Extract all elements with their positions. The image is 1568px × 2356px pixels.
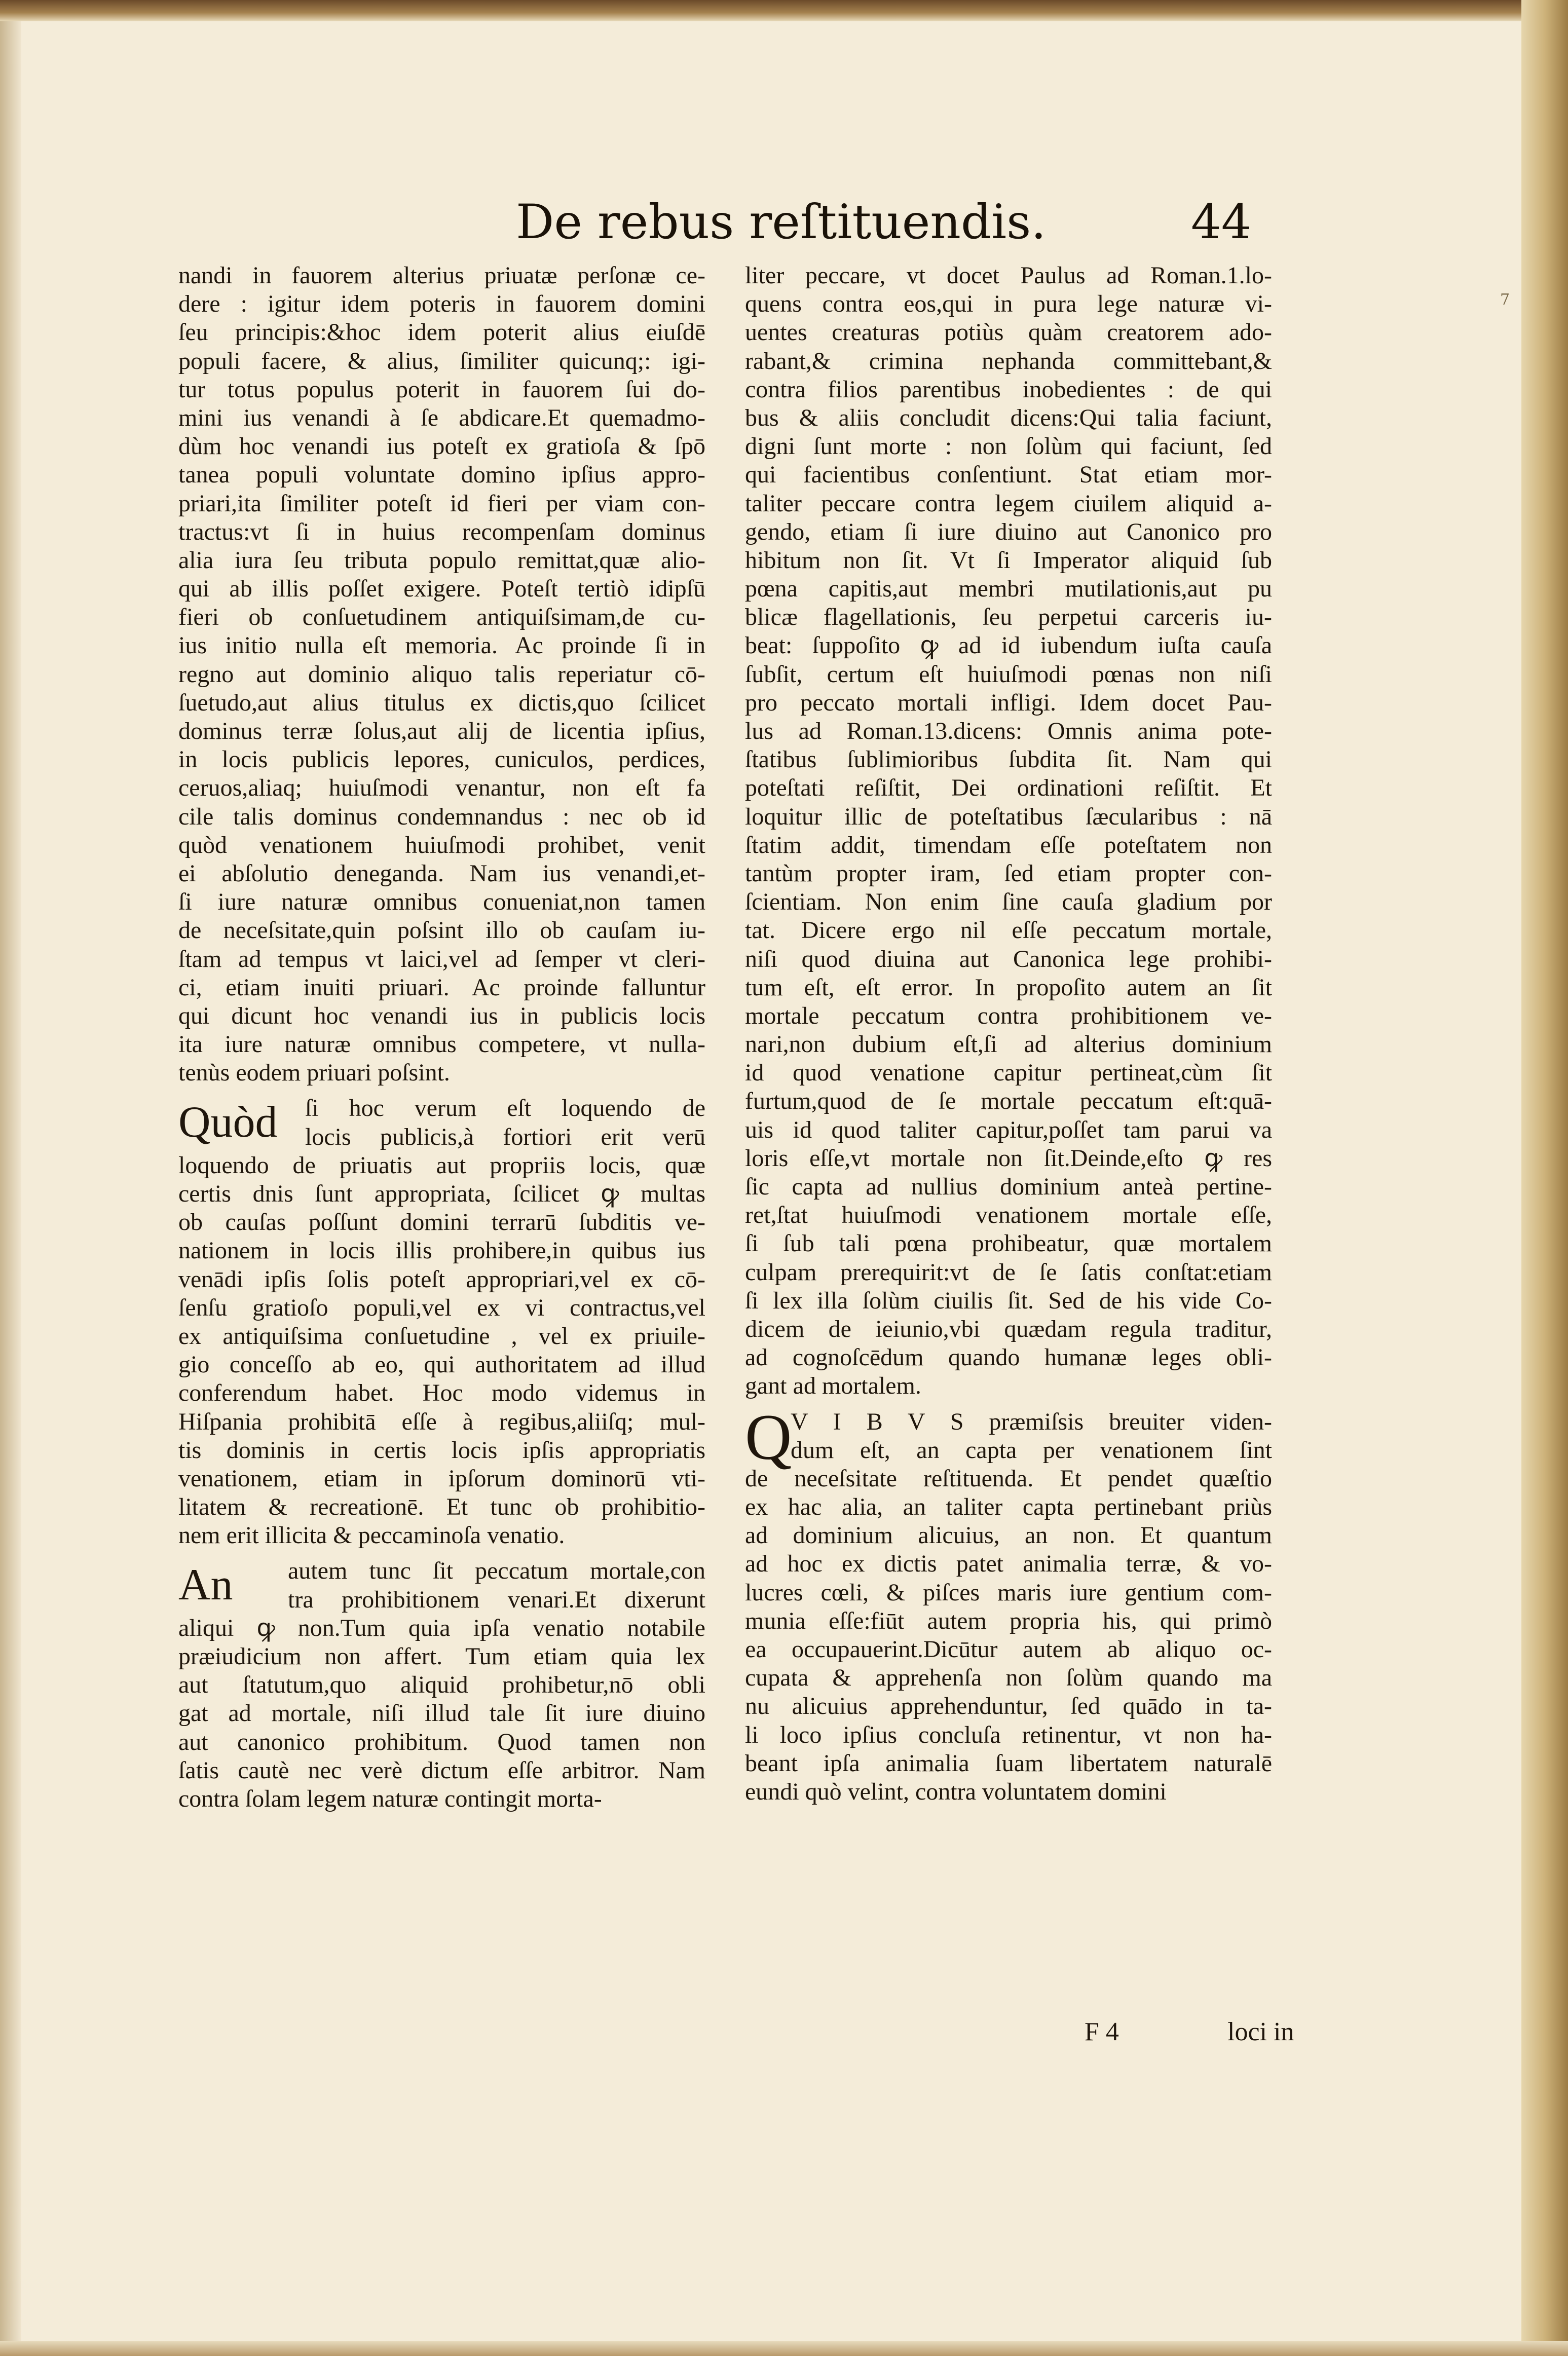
text-line: dum eſt, an capta per venationem ſint — [791, 1436, 1272, 1464]
text-line: pœna capitis,aut membri mutilationis,aut pu — [745, 575, 1272, 603]
text-line: tum eſt, eſt error. In propoſito autem an ſit — [745, 974, 1272, 1001]
text-line: præiudicium non affert. Tum etiam quia lex — [178, 1643, 705, 1670]
catchword: loci in — [1227, 2017, 1294, 2046]
initial-letter: Q — [745, 1401, 792, 1473]
text-line: ci, etiam inuiti priuari. Ac proinde falluntur — [178, 974, 705, 1001]
text-line: pro peccato mortali infligi. Idem docet Pau- — [745, 689, 1272, 716]
text-line: Hiſpania prohibitā eſſe à regibus,aliiſq; mul- — [178, 1408, 705, 1435]
page-top-edge — [0, 0, 1568, 21]
initial-word: An — [178, 1560, 233, 1610]
text-line: tractus:vt ſi in huius recompenſam dominus — [178, 518, 705, 545]
page-bottom-edge — [0, 2341, 1568, 2356]
text-line: ex antiquiſsima conſuetudine , vel ex priuile- — [178, 1322, 705, 1350]
text-line: venādi ipſis ſolis poteſt appropriari,vel ex cō- — [178, 1265, 705, 1293]
text-line: ſtatibus ſublimioribus ſubdita ſit. Nam qui — [745, 746, 1272, 773]
text-line: ſi iure naturæ omnibus conueniat,non tamen — [178, 888, 705, 916]
text-line: in locis publicis lepores, cuniculos, perdices, — [178, 746, 705, 773]
text-line: ob cauſas poſſunt domini terrarū ſubditis ve- — [178, 1209, 705, 1236]
text-line: quòd venationem huiuſmodi prohibet, venit — [178, 831, 705, 858]
text-line: tanea populi voluntate domino ipſius appro- — [178, 461, 705, 489]
page-fore-edge — [1521, 0, 1568, 2356]
text-line: tra prohibitionem venari.Et dixerunt — [288, 1586, 705, 1613]
text-line: litatem & recreationē. Et tunc ob prohibitio- — [178, 1493, 705, 1521]
text-line: ſi ſub tali pœna prohibeatur, quæ mortalem — [745, 1230, 1272, 1257]
text-line: V I B V S præmiſsis breuiter viden- — [791, 1408, 1272, 1435]
text-line: contra ſolam legem naturæ contingit morta- — [178, 1785, 602, 1812]
text-line: aliqui ꝙ non.Tum quia ipſa venatio notabile — [178, 1614, 705, 1641]
text-line: dicem de ieiunio,vbi quædam regula traditur, — [745, 1315, 1272, 1342]
folio-number: 44 — [1191, 195, 1252, 250]
text-line: li loco ipſius concluſa retinentur, vt non ha- — [745, 1721, 1272, 1748]
paragraph — [745, 261, 1272, 1401]
text-line: ſi hoc verum eſt loquendo de — [305, 1095, 705, 1122]
paragraph — [178, 261, 705, 1087]
text-line: tur totus populus poterit in fauorem ſui do- — [178, 376, 705, 403]
text-line: ſubſit, certum eſt huiuſmodi pœnas non niſi — [745, 660, 1272, 688]
text-line: alia iura ſeu tributa populo remittat,quæ alio- — [178, 546, 705, 574]
text-line: ſuetudo,aut alius titulus ex dictis,quo ſcilicet — [178, 689, 705, 716]
text-line: loquitur illic de poteſtatibus ſæcularibus : nā — [745, 803, 1272, 830]
text-line: ad dominium alicuius, an non. Et quantum — [745, 1522, 1272, 1549]
text-line: uis id quod taliter capitur,poſſet tam parui va — [745, 1116, 1272, 1143]
text-line: dominus terræ ſolus,aut alij de licentia ipſius, — [178, 718, 705, 744]
text-line: aut ſtatutum,quo aliquid prohibetur,nō obli — [178, 1671, 705, 1699]
text-line: tantùm propter iram, ſed etiam propter con- — [745, 859, 1272, 887]
text-line: munia eſſe:fiūt autem propria his, qui primò — [745, 1607, 1272, 1634]
text-line: ius initio nulla eſt memoria. Ac proinde ſi in — [178, 632, 705, 659]
text-line: liter peccare, vt docet Paulus ad Roman.1.lo- — [745, 262, 1272, 289]
text-line: locis publicis,à fortiori erit verū — [305, 1123, 705, 1150]
text-line: ei abſolutio deneganda. Nam ius venandi,et- — [178, 859, 705, 887]
text-line: loquendo de priuatis aut propriis locis, quæ — [178, 1151, 705, 1179]
paragraph — [178, 1557, 705, 1813]
text-line: de neceſsitate reſtituenda. Et pendet quæſtio — [745, 1465, 1272, 1492]
text-line: lus ad Roman.13.dicens: Omnis anima pote- — [745, 718, 1272, 744]
text-line: cupata & apprehenſa non ſolùm quando ma — [745, 1664, 1272, 1692]
text-line: gat ad mortale, niſi illud tale ſit iure diuino — [178, 1700, 705, 1727]
text-line: loris eſſe,vt mortale non ſit.Deinde,eſto ꝙ res — [745, 1144, 1272, 1172]
text-line: contra filios parentibus inobedientes : de qui — [745, 376, 1272, 403]
text-line: tenùs eodem priuari poſsint. — [178, 1059, 450, 1087]
text-line: autem tunc ſit peccatum mortale,con — [288, 1557, 705, 1585]
text-line: beat: ſuppoſito ꝙ ad id iubendum iuſta cauſa — [745, 632, 1272, 659]
text-line: eundi quò velint, contra voluntatem domini — [745, 1778, 1167, 1805]
text-line: nem erit illicita & peccaminoſa venatio. — [178, 1522, 565, 1549]
text-line: niſi quod diuina aut Canonica lege prohibi- — [745, 945, 1272, 973]
text-line: tat. Dicere ergo nil eſſe peccatum mortale, — [745, 917, 1272, 944]
text-line: regno aut dominio aliquo talis reperiatur cō- — [178, 660, 705, 688]
text-line: id quod venatione capitur pertineat,cùm ſit — [745, 1059, 1272, 1087]
text-line: dere : igitur idem poteris in fauorem domini — [178, 290, 705, 318]
text-line: furtum,quod de ſe mortale peccatum eſt:quā- — [745, 1088, 1272, 1115]
text-line: blicæ flagellationis, ſeu perpetui carceris iu- — [745, 604, 1272, 631]
text-line: mortale peccatum contra prohibitionem ve- — [745, 1002, 1272, 1029]
text-line: ad hoc ex dictis patet animalia terræ, & vo- — [745, 1550, 1272, 1578]
text-line: nandi in fauorem alterius priuatæ perſonæ ce- — [178, 262, 705, 289]
text-line: ſi lex illa ſolùm ciuilis ſit. Sed de his vide Co- — [745, 1287, 1272, 1314]
text-line: ad cognoſcēdum quando humanæ leges obli- — [745, 1344, 1272, 1371]
paragraph — [745, 1401, 1272, 1807]
text-line: nu alicuius apprehenduntur, ſed quādo in ta- — [745, 1693, 1272, 1720]
text-line: venationem, etiam in ipſorum dominorū vti- — [178, 1465, 705, 1492]
text-line: ſenſu gratioſo populi,vel ex vi contractus,vel — [178, 1294, 705, 1321]
text-line: conferendum habet. Hoc modo videmus in — [178, 1379, 705, 1407]
text-line: culpam prerequirit:vt de ſe ſatis conſtat:etiam — [745, 1258, 1272, 1286]
text-line: quens contra eos,qui in pura lege naturæ vi- — [745, 290, 1272, 318]
text-line: beant ipſa animalia ſuam libertatem naturalē — [745, 1749, 1272, 1777]
text-line: priari,ita ſimiliter poteſt id fieri per viam con- — [178, 490, 705, 517]
right-text-column — [745, 261, 1272, 1806]
text-line: qui dicunt hoc venandi ius in publicis locis — [178, 1002, 705, 1029]
text-line: cile talis dominus condemnandus : nec ob id — [178, 803, 705, 830]
text-line: fieri ob conſuetudinem antiquiſsimam,de cu- — [178, 604, 705, 631]
text-line: gio conceſſo ab eo, qui authoritatem ad illud — [178, 1351, 705, 1378]
text-line: dùm hoc venandi ius poteſt ex gratioſa & ſpō — [178, 433, 705, 460]
text-line: ita iure naturæ omnibus competere, vt nulla- — [178, 1031, 705, 1058]
text-line: rabant,& crimina nephanda committebant,& — [745, 347, 1272, 375]
text-line: mini ius venandi à ſe abdicare.Et quemadmo- — [178, 404, 705, 431]
text-line: qui facientibus conſentiunt. Stat etiam mor- — [745, 461, 1272, 489]
text-line: lucres cœli, & piſces maris iure gentium com- — [745, 1579, 1272, 1606]
text-line: bus & aliis concludit dicens:Qui talia faciunt, — [745, 404, 1272, 431]
initial-word: Quòd — [178, 1098, 278, 1147]
text-line: ſtatim addit, timendam eſſe poteſtatem non — [745, 831, 1272, 858]
text-line: tis dominis in certis locis ipſis appropriatis — [178, 1436, 705, 1464]
paragraph-lines — [745, 1401, 1272, 1807]
text-line: hibitum non ſit. Vt ſi Imperator aliquid ſub — [745, 546, 1272, 574]
text-line: ſic capta ad nullius dominium anteà pertine- — [745, 1173, 1272, 1200]
running-title: De rebus reſtituendis. — [516, 195, 1047, 250]
text-line: ſeu principis:&hoc idem poterit alius eiuſdē — [178, 319, 705, 346]
text-line: uentes creaturas potiùs quàm creatorem ado- — [745, 319, 1272, 346]
text-line: ſcientiam. Non enim ſine cauſa gladium por — [745, 888, 1272, 916]
text-line: de neceſsitate,quin poſsint illo ob cauſam iu- — [178, 917, 705, 944]
text-line: ſtam ad tempus vt laici,vel ad ſemper vt cleri- — [178, 945, 705, 973]
left-text-column — [178, 261, 705, 1813]
text-line: taliter peccare contra legem ciuilem aliquid a- — [745, 490, 1272, 517]
text-line: ea occupauerint.Dicūtur autem ab aliquo oc- — [745, 1636, 1272, 1663]
paragraph-lines — [178, 1557, 705, 1813]
text-line: ſatis cautè nec verè dictum eſſe arbitror. Nam — [178, 1756, 705, 1784]
paragraph-lines — [178, 1094, 705, 1550]
text-line: ret,ſtat huiuſmodi venationem mortale eſſe, — [745, 1202, 1272, 1229]
text-line: populi facere, & alius, ſimiliter quicunq;: igi- — [178, 347, 705, 375]
text-line: ceruos,aliaq; huiuſmodi venantur, non eſt fa — [178, 774, 705, 802]
text-line: aut canonico prohibitum. Quod tamen non — [178, 1728, 705, 1755]
text-line: certis dnis ſunt appropriata, ſcilicet ꝙ multas — [178, 1180, 705, 1207]
text-line: gendo, etiam ſi iure diuino aut Canonico pro — [745, 518, 1272, 545]
text-line: nationem in locis illis prohibere,in quibus ius — [178, 1237, 705, 1264]
text-line: nari,non dubium eſt,ſi ad alterius dominium — [745, 1031, 1272, 1058]
signature-mark: F 4 — [1085, 2017, 1119, 2046]
margin-mark: 7 — [1500, 291, 1510, 309]
text-line: qui ab illis poſſet exigere. Poteſt tertiò idipſū — [178, 575, 705, 603]
text-line: poteſtati reſiſtit, Dei ordinationi reſiſtit. Et — [745, 774, 1272, 802]
text-line: digni ſunt morte : non ſolùm qui faciunt, ſed — [745, 433, 1272, 460]
gutter-shadow — [0, 0, 21, 2356]
text-line: gant ad mortalem. — [745, 1372, 921, 1400]
text-line: ex hac alia, an taliter capta pertinebant priùs — [745, 1493, 1272, 1521]
paragraph — [178, 1094, 705, 1550]
